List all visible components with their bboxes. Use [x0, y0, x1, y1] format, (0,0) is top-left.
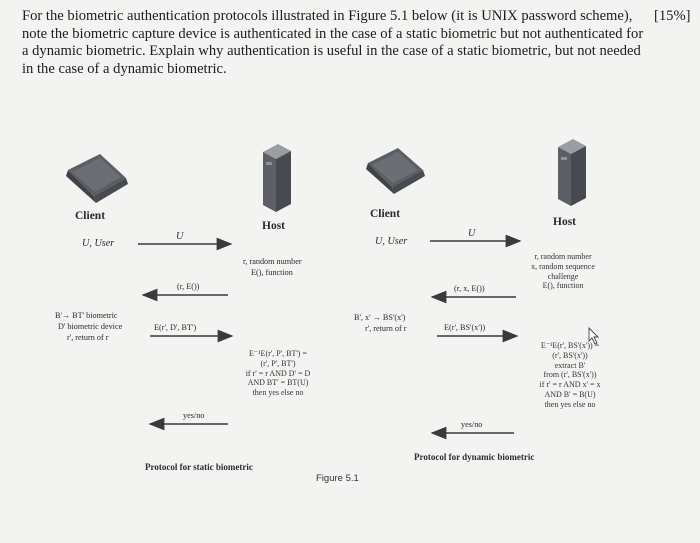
- dynamic-client-note: r', return of r: [365, 324, 407, 333]
- marks-label: [15%]: [654, 8, 691, 24]
- static-msg-u: U: [176, 231, 184, 242]
- dynamic-msg-yesno: yes/no: [461, 420, 483, 429]
- static-host-note: E(), function: [251, 268, 293, 277]
- static-msg-yesno: yes/no: [183, 411, 205, 420]
- host-note: E(), function: [542, 281, 584, 291]
- dynamic-host-label: Host: [553, 216, 576, 228]
- check-line: AND B' = B(U): [544, 389, 596, 399]
- dynamic-check-block: [514, 341, 626, 410]
- dynamic-user-label: U, User: [375, 236, 408, 247]
- check-line: then yes else no: [544, 399, 596, 409]
- check-line: then yes else no: [252, 388, 304, 398]
- static-client-note: D' biometric device: [58, 322, 123, 331]
- static-host-label: Host: [262, 220, 285, 232]
- check-line: if r' = r AND x' = x: [539, 380, 601, 390]
- dynamic-protocol-title: Protocol for dynamic biometric: [414, 452, 535, 462]
- check-line: if r' = r AND D' = D: [245, 368, 311, 378]
- laptop-icon: [66, 154, 128, 203]
- check-line: E⁻¹E(r', P', BT') =: [249, 349, 307, 358]
- static-msg-reply: E(r', D', BT'): [154, 323, 197, 332]
- dynamic-client-label: Client: [370, 208, 401, 220]
- dynamic-msg-u: U: [468, 228, 476, 239]
- host-note: r, random number: [534, 252, 592, 261]
- check-line: from (r', BS'(x')): [543, 370, 597, 380]
- dynamic-msg-reply: E(r', BS'(x')): [444, 323, 486, 332]
- server-icon: [558, 139, 586, 206]
- check-line: extract B': [554, 360, 586, 370]
- static-client-label: Client: [75, 210, 106, 222]
- dynamic-host-notes: [508, 252, 618, 291]
- laptop-icon: [366, 148, 425, 194]
- static-protocol-title: Protocol for static biometric: [145, 462, 253, 472]
- check-line: (r', BS'(x')): [552, 350, 588, 360]
- dynamic-client-note: B', x' → BS'(x'): [354, 313, 406, 322]
- static-client-note: B'→ BT' biometric: [55, 311, 118, 320]
- static-msg-r-e: (r, E()): [177, 282, 200, 291]
- host-note: challenge: [547, 271, 579, 281]
- check-line: E⁻¹E(r', BS'(x')) =: [540, 341, 600, 350]
- check-line: AND BT' = BT(U): [247, 378, 309, 388]
- static-client-note: r', return of r: [67, 333, 109, 342]
- static-user-label: U, User: [82, 238, 115, 249]
- dynamic-msg-r-x-e: (r, x, E()): [454, 284, 485, 293]
- static-host-note: r, random number: [243, 257, 302, 266]
- figure-caption: Figure 5.1: [316, 473, 359, 484]
- server-icon: [263, 144, 291, 212]
- check-line: (r', P', BT'): [260, 358, 296, 368]
- static-check-block: [228, 349, 328, 398]
- host-note: x, random sequence: [531, 261, 595, 271]
- question-text: For the biometric authentication protocols illustrated in Figure 5.1 below (it is UNIX password scheme), note the biometric capture device is authenticated in the case of a static biometric but not authenticated for a dynamic biometric. Explain why authentication is useful in the case of a static biometric, but not needed in the case of a dynamic biometric.: [22, 8, 644, 77]
